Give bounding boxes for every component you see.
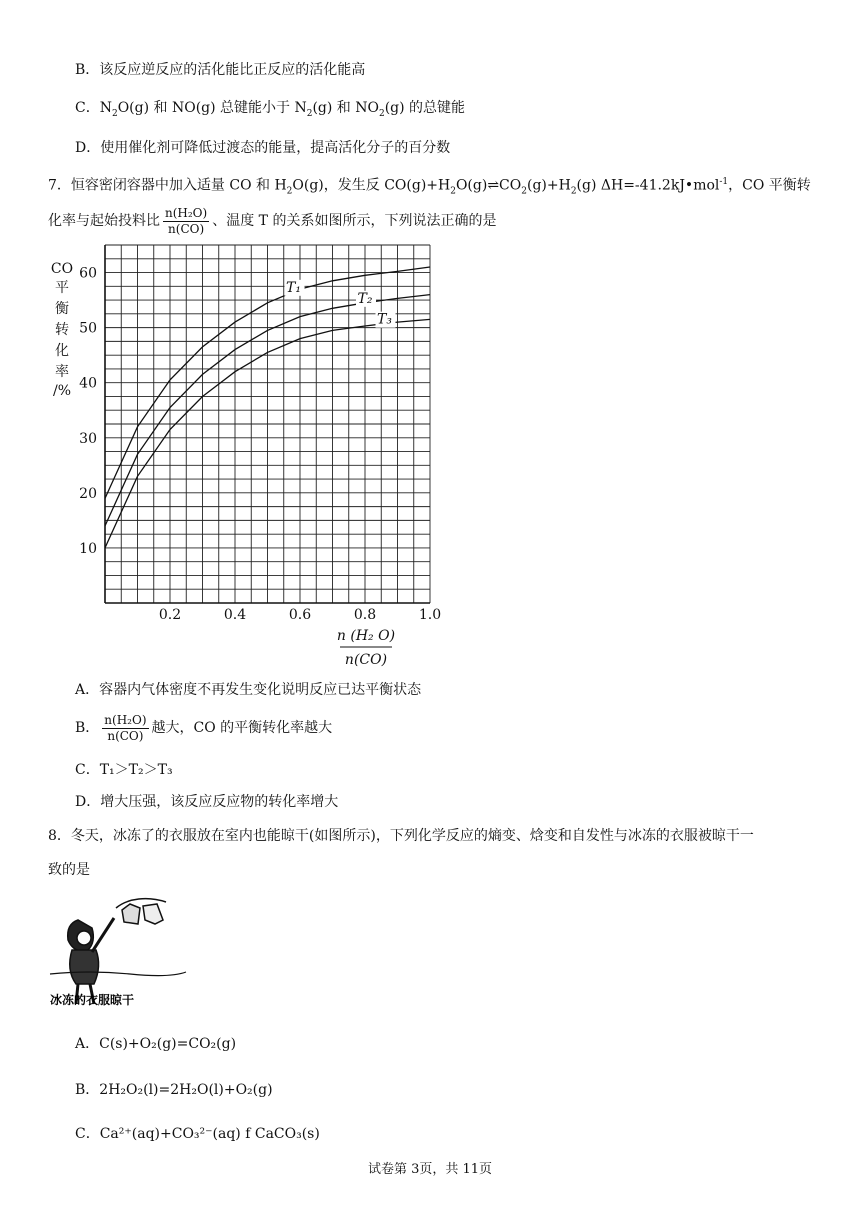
svg-text:化: 化 (55, 343, 69, 359)
series-label: T₂ (357, 290, 373, 307)
curve-labels (285, 280, 396, 328)
x-tick-labels (159, 607, 441, 623)
q8-option-a: A．C(s)+O₂(g)=CO₂(g) (75, 1036, 237, 1052)
x-tick-label: 0.6 (288, 607, 312, 623)
chart-grid (105, 245, 430, 603)
q8-stem-line1: 8．冬天，冰冻了的衣服放在室内也能晾干(如图所示)，下列化学反应的熵变、焓变和自发性与冰冻的衣服被晾干一 (48, 828, 754, 844)
y-axis-label (51, 261, 73, 399)
series-label: T₃ (377, 311, 392, 328)
q8-stem-line2: 致的是 (48, 862, 90, 878)
q8-option-c: C．Ca²⁺(aq)+CO₃²⁻(aq) f CaCO₃(s) (75, 1126, 320, 1142)
q7-stem-line2: 化率与起始投料比 $\frac{\text{n(H₂O)}}{n(CO)}$ 、温度 T 的关系如图所示，下列说法正确的是 (48, 205, 497, 236)
q7-option-d: D．增大压强，该反应反应物的转化率增大 (75, 794, 339, 810)
x-axis-label-numerator: n (H₂ O) (336, 628, 396, 644)
svg-text:平: 平 (55, 280, 69, 296)
x-tick-label: 1.0 (418, 607, 442, 623)
figure-caption: 冰冻的衣服晾干 (50, 993, 135, 1007)
x-tick-label: 0.2 (158, 607, 182, 623)
svg-text:/%: /% (52, 383, 72, 399)
svg-text:衡: 衡 (55, 301, 69, 317)
x-tick-label: 0.4 (223, 607, 247, 623)
page-footer: 试卷第 3页，共 11页 (367, 1162, 493, 1177)
y-tick-label: 40 (79, 375, 97, 392)
svg-text:转: 转 (55, 322, 69, 338)
svg-text:CO: CO (50, 261, 74, 277)
q6-option-b: B．该反应逆反应的活化能比正反应的活化能高 (75, 62, 366, 78)
frozen-clothes-figure (48, 880, 188, 1020)
q6-option-d: D．使用催化剂可降低过渡态的能量，提高活化分子的百分数 (75, 140, 451, 156)
q7-option-a: A．容器内气体密度不再发生变化说明反应已达平衡状态 (75, 682, 422, 698)
y-tick-label: 50 (79, 320, 97, 337)
option-b-fraction: $\frac{\text{n(H₂O)}}{n(CO)}$ (104, 712, 147, 743)
q7-option-b: B． $\frac{\text{n(H₂O)}}{n(CO)}$ 越大，CO 的平衡转化率越大 (75, 712, 333, 743)
y-tick-label: 20 (79, 485, 97, 502)
feed-ratio-fraction: $\frac{\text{n(H₂O)}}{n(CO)}$ (165, 205, 208, 236)
q8-option-b: B．2H₂O₂(l)=2H₂O(l)+O₂(g) (75, 1082, 273, 1098)
y-tick-label: 30 (79, 430, 97, 447)
series-label: T₁ (286, 279, 301, 296)
x-tick-label: 0.8 (353, 607, 377, 623)
y-tick-label: 10 (79, 540, 97, 557)
conversion-chart (40, 235, 460, 675)
q7-stem-line1: 7．恒容密闭容器中加入适量 CO 和 $H_2O(g)$，发生反 $CO(g)+H_2O(g)\rightleftharpoons CO_2(g)+H_2(g)$ ΔH=-41.2kJ•mol$^{-1}$，CO 平衡转 (48, 177, 811, 197)
q7-option-c: C．T₁＞T₂＞T₃ (75, 762, 173, 778)
y-tick-label: 60 (79, 265, 97, 282)
x-axis-label-denominator: n(CO) (344, 652, 388, 668)
q6-option-c: C．$N_2O(g)$ 和 NO(g) 总键能小于 $N_2(g)$ 和 $NO_2(g)$ 的总键能 (75, 100, 466, 119)
y-tick-labels (79, 266, 97, 557)
svg-text:率: 率 (55, 364, 69, 380)
frozen-clothes-illustration (50, 899, 186, 1004)
